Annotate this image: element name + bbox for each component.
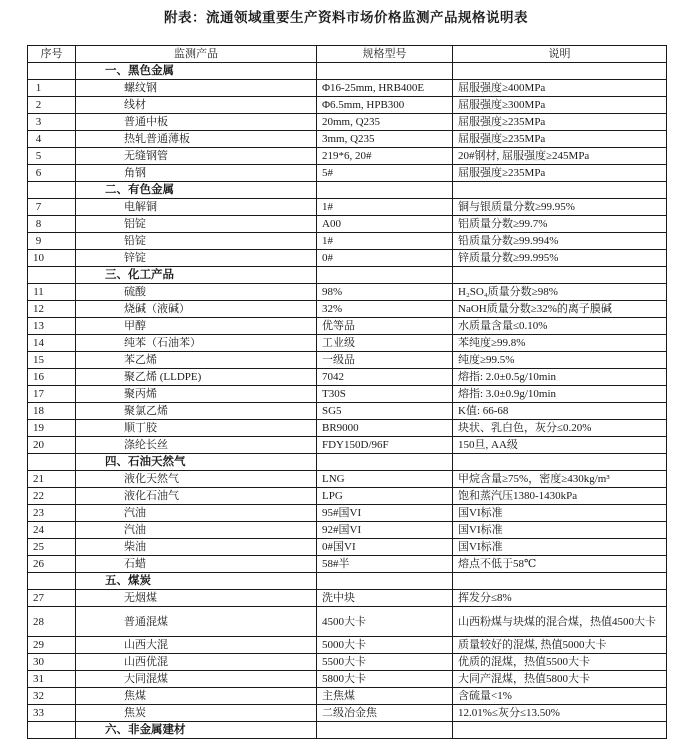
product-row xyxy=(28,420,667,437)
product-row xyxy=(28,233,667,250)
product-row xyxy=(28,80,667,97)
product-name: 电解铜 xyxy=(76,199,317,216)
product-spec: 二级冶金焦 xyxy=(317,705,453,722)
product-spec: T30S xyxy=(317,386,453,403)
product-row xyxy=(28,607,667,637)
product-name: 焦炭 xyxy=(76,705,317,722)
product-spec: SG5 xyxy=(317,403,453,420)
section-title: 五、煤炭 xyxy=(76,573,317,590)
product-name: 纯苯（石油苯） xyxy=(76,335,317,352)
product-name: 热轧普通薄板 xyxy=(76,131,317,148)
product-name: 聚丙烯 xyxy=(76,386,317,403)
product-name: 汽油 xyxy=(76,522,317,539)
product-desc: 20#钢材, 屈服强度≥245MPa xyxy=(453,148,667,165)
product-spec xyxy=(317,182,453,199)
product-row xyxy=(28,369,667,386)
row-number: 30 xyxy=(28,654,76,671)
column-header-product: 监测产品 xyxy=(76,46,317,63)
product-spec xyxy=(317,573,453,590)
product-desc: 铜与银质量分数≥99.95% xyxy=(453,199,667,216)
product-name: 角钢 xyxy=(76,165,317,182)
product-name: 焦煤 xyxy=(76,688,317,705)
row-number: 19 xyxy=(28,420,76,437)
product-spec: 32% xyxy=(317,301,453,318)
product-spec: 优等品 xyxy=(317,318,453,335)
product-desc: 质量较好的混煤, 热值5000大卡 xyxy=(453,637,667,654)
row-number xyxy=(28,63,76,80)
product-name: 液化石油气 xyxy=(76,488,317,505)
column-header-spec: 规格型号 xyxy=(317,46,453,63)
product-desc: 含硫量<1% xyxy=(453,688,667,705)
section-row xyxy=(28,267,667,284)
product-spec: 0# xyxy=(317,250,453,267)
row-number xyxy=(28,722,76,739)
product-name: 汽油 xyxy=(76,505,317,522)
section-row xyxy=(28,454,667,471)
product-desc: 锌质量分数≥99.995% xyxy=(453,250,667,267)
row-number: 2 xyxy=(28,97,76,114)
product-desc: 熔指: 2.0±0.5g/10min xyxy=(453,369,667,386)
row-number: 4 xyxy=(28,131,76,148)
product-name: 顺丁胶 xyxy=(76,420,317,437)
product-row xyxy=(28,403,667,420)
row-number: 6 xyxy=(28,165,76,182)
row-number: 28 xyxy=(28,607,76,637)
product-spec: 95#国VI xyxy=(317,505,453,522)
product-name: 铅锭 xyxy=(76,233,317,250)
product-name: 烧碱（液碱） xyxy=(76,301,317,318)
product-spec: 5# xyxy=(317,165,453,182)
product-spec: 5800大卡 xyxy=(317,671,453,688)
product-desc: 大同产混煤，热值5800大卡 xyxy=(453,671,667,688)
product-name: 无烟煤 xyxy=(76,590,317,607)
product-spec: LPG xyxy=(317,488,453,505)
product-spec xyxy=(317,63,453,80)
product-name: 液化天然气 xyxy=(76,471,317,488)
product-row xyxy=(28,488,667,505)
product-spec: 一级品 xyxy=(317,352,453,369)
row-number xyxy=(28,454,76,471)
product-desc: 国VI标准 xyxy=(453,505,667,522)
column-header-desc: 说明 xyxy=(453,46,667,63)
product-desc: 水质量含量≤0.10% xyxy=(453,318,667,335)
product-desc: 苯纯度≥99.8% xyxy=(453,335,667,352)
product-row xyxy=(28,590,667,607)
product-desc: 纯度≥99.5% xyxy=(453,352,667,369)
row-number: 23 xyxy=(28,505,76,522)
document-title: 附表：流通领域重要生产资料市场价格监测产品规格说明表 xyxy=(164,10,528,25)
product-desc: 屈服强度≥235MPa xyxy=(453,131,667,148)
product-desc xyxy=(453,63,667,80)
product-name: 石蜡 xyxy=(76,556,317,573)
product-desc: 熔指: 3.0±0.9g/10min xyxy=(453,386,667,403)
row-number: 13 xyxy=(28,318,76,335)
section-row xyxy=(28,182,667,199)
row-number: 17 xyxy=(28,386,76,403)
product-name: 大同混煤 xyxy=(76,671,317,688)
product-row xyxy=(28,318,667,335)
row-number: 16 xyxy=(28,369,76,386)
product-spec: 5000大卡 xyxy=(317,637,453,654)
product-spec: LNG xyxy=(317,471,453,488)
product-row xyxy=(28,165,667,182)
product-desc: 屈服强度≥235MPa xyxy=(453,165,667,182)
row-number: 3 xyxy=(28,114,76,131)
row-number: 9 xyxy=(28,233,76,250)
column-header-no: 序号 xyxy=(28,46,76,63)
row-number: 1 xyxy=(28,80,76,97)
product-desc xyxy=(453,267,667,284)
product-spec xyxy=(317,267,453,284)
product-row xyxy=(28,216,667,233)
spec-table xyxy=(27,45,667,739)
product-spec: 工业级 xyxy=(317,335,453,352)
product-desc: NaOH质量分数≥32%的离子膜碱 xyxy=(453,301,667,318)
product-name: 山西大混 xyxy=(76,637,317,654)
product-name: 螺纹钢 xyxy=(76,80,317,97)
row-number xyxy=(28,182,76,199)
row-number: 15 xyxy=(28,352,76,369)
product-desc: 甲烷含量≥75%，密度≥430kg/m³ xyxy=(453,471,667,488)
product-desc: 铝质量分数≥99.7% xyxy=(453,216,667,233)
product-desc: 优质的混煤，热值5500大卡 xyxy=(453,654,667,671)
table-body xyxy=(28,63,667,739)
section-row xyxy=(28,573,667,590)
product-desc: 国VI标准 xyxy=(453,522,667,539)
product-spec: 1# xyxy=(317,199,453,216)
row-number: 24 xyxy=(28,522,76,539)
row-number: 27 xyxy=(28,590,76,607)
product-desc: 12.01%≤灰分≤13.50% xyxy=(453,705,667,722)
product-spec: 主焦煤 xyxy=(317,688,453,705)
product-spec: 洗中块 xyxy=(317,590,453,607)
header-row xyxy=(28,46,667,63)
product-spec: 92#国VI xyxy=(317,522,453,539)
product-row xyxy=(28,654,667,671)
product-row xyxy=(28,671,667,688)
product-spec xyxy=(317,722,453,739)
section-title: 四、石油天然气 xyxy=(76,454,317,471)
product-name: 苯乙烯 xyxy=(76,352,317,369)
product-row xyxy=(28,505,667,522)
row-number: 5 xyxy=(28,148,76,165)
product-row xyxy=(28,301,667,318)
product-row xyxy=(28,471,667,488)
product-desc: 屈服强度≥400MPa xyxy=(453,80,667,97)
row-number: 20 xyxy=(28,437,76,454)
row-number: 25 xyxy=(28,539,76,556)
product-spec: 58#半 xyxy=(317,556,453,573)
product-row xyxy=(28,556,667,573)
product-spec: BR9000 xyxy=(317,420,453,437)
product-row xyxy=(28,148,667,165)
product-name: 线材 xyxy=(76,97,317,114)
section-title: 二、有色金属 xyxy=(76,182,317,199)
row-number: 33 xyxy=(28,705,76,722)
product-name: 硫酸 xyxy=(76,284,317,301)
product-row xyxy=(28,705,667,722)
row-number: 18 xyxy=(28,403,76,420)
product-row xyxy=(28,114,667,131)
product-row xyxy=(28,539,667,556)
product-desc xyxy=(453,573,667,590)
product-name: 聚乙烯 (LLDPE) xyxy=(76,369,317,386)
product-desc xyxy=(453,722,667,739)
product-row xyxy=(28,688,667,705)
product-spec: 3mm, Q235 xyxy=(317,131,453,148)
product-name: 普通混煤 xyxy=(76,607,317,637)
product-row xyxy=(28,131,667,148)
product-desc xyxy=(453,454,667,471)
product-desc: K值: 66-68 xyxy=(453,403,667,420)
product-row xyxy=(28,437,667,454)
product-row xyxy=(28,250,667,267)
product-row xyxy=(28,637,667,654)
product-row xyxy=(28,386,667,403)
product-row xyxy=(28,522,667,539)
product-desc: 屈服强度≥235MPa xyxy=(453,114,667,131)
row-number: 7 xyxy=(28,199,76,216)
product-spec: 7042 xyxy=(317,369,453,386)
product-desc: 屈服强度≥300MPa xyxy=(453,97,667,114)
product-spec: 0#国VI xyxy=(317,539,453,556)
row-number: 8 xyxy=(28,216,76,233)
product-desc: 挥发分≤8% xyxy=(453,590,667,607)
product-spec: A00 xyxy=(317,216,453,233)
product-row xyxy=(28,335,667,352)
product-desc: 铅质量分数≥99.994% xyxy=(453,233,667,250)
product-name: 锌锭 xyxy=(76,250,317,267)
product-name: 聚氯乙烯 xyxy=(76,403,317,420)
product-row xyxy=(28,352,667,369)
row-number: 22 xyxy=(28,488,76,505)
product-spec: 20mm, Q235 xyxy=(317,114,453,131)
product-spec: Φ6.5mm, HPB300 xyxy=(317,97,453,114)
row-number: 21 xyxy=(28,471,76,488)
product-desc: 饱和蒸汽压1380-1430kPa xyxy=(453,488,667,505)
product-desc: 山西粉煤与块煤的混合煤，热值4500大卡 xyxy=(453,607,667,637)
product-desc: 150旦, AA级 xyxy=(453,437,667,454)
product-spec xyxy=(317,454,453,471)
row-number xyxy=(28,267,76,284)
product-desc: 熔点不低于58℃ xyxy=(453,556,667,573)
product-spec: FDY150D/96F xyxy=(317,437,453,454)
product-name: 山西优混 xyxy=(76,654,317,671)
product-row xyxy=(28,284,667,301)
product-spec: 98% xyxy=(317,284,453,301)
row-number: 29 xyxy=(28,637,76,654)
product-desc xyxy=(453,182,667,199)
product-spec: 4500大卡 xyxy=(317,607,453,637)
product-desc: 块状、乳白色，灰分≤0.20% xyxy=(453,420,667,437)
row-number xyxy=(28,573,76,590)
row-number: 14 xyxy=(28,335,76,352)
row-number: 12 xyxy=(28,301,76,318)
product-name: 无缝钢管 xyxy=(76,148,317,165)
product-row xyxy=(28,97,667,114)
row-number: 11 xyxy=(28,284,76,301)
product-row xyxy=(28,199,667,216)
section-title: 一、黑色金属 xyxy=(76,63,317,80)
product-name: 普通中板 xyxy=(76,114,317,131)
product-desc: H₂SO₄质量分数≥98% xyxy=(453,284,667,301)
product-desc: 国VI标准 xyxy=(453,539,667,556)
product-spec: 5500大卡 xyxy=(317,654,453,671)
row-number: 31 xyxy=(28,671,76,688)
product-spec: 219*6, 20# xyxy=(317,148,453,165)
product-name: 铝锭 xyxy=(76,216,317,233)
row-number: 26 xyxy=(28,556,76,573)
section-row xyxy=(28,63,667,80)
section-title: 三、化工产品 xyxy=(76,267,317,284)
product-name: 柴油 xyxy=(76,539,317,556)
product-name: 甲醇 xyxy=(76,318,317,335)
section-row xyxy=(28,722,667,739)
row-number: 10 xyxy=(28,250,76,267)
product-name: 涤纶长丝 xyxy=(76,437,317,454)
product-spec: Φ16-25mm, HRB400E xyxy=(317,80,453,97)
section-title: 六、非金属建材 xyxy=(76,722,317,739)
row-number: 32 xyxy=(28,688,76,705)
product-spec: 1# xyxy=(317,233,453,250)
